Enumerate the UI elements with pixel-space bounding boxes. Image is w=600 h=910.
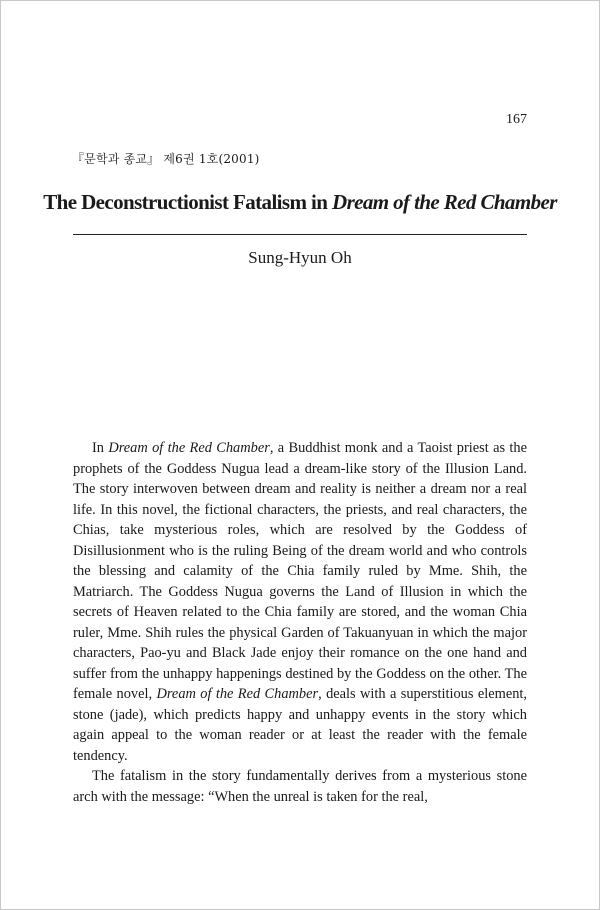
article-body (73, 438, 527, 807)
journal-info: 『문학과 종교』 제6권 1호(2001) (72, 152, 260, 166)
p1-text-2: , a Buddhist monk and a Taoist priest as the prophets of the Goddess Nugua lead a dream-like story of the Illusion Land. The story interwoven between dream and reality is neither a dream nor a real life. In this novel, the fictional characters, the priests, and real characters, the Chias, take mysterious roles, which are resolved by the Goddess of Disillusionment who is the ruling Being of the dream world and who controls the blessing and calamity of the Chia family ruled by Mme. Shih, the Matriarch. The Goddess Nugua governs the Land of Illusion in which the secrets of Heaven related to the Chia family are stored, and the woman Chia ruler, Mme. Shih rules the physical Garden of Takuanyuan in which the major characters, Pao-yu and Black Jade enjoy their romance on the one hand and suffer from the unhappy happenings destined by the Goddess on the other. The female novel, (73, 440, 527, 702)
article-title (40, 190, 560, 215)
title-main: The Deconstructionist Fatalism in (43, 190, 332, 214)
p1-text-1: In (92, 440, 109, 456)
p1-text-3: , deals with a superstitious element, stone (jade), which predicts happy and unhappy events in the story which again appeal to the woman reader or at least the reader with the female tendency. (73, 686, 527, 764)
author-name: Sung-Hyun Oh (248, 248, 352, 267)
p1-book-title-1: Dream of the Red Chamber (108, 440, 270, 456)
paragraph-1 (73, 438, 527, 766)
paragraph-2: The fatalism in the story fundamentally derives from a mysterious stone arch with the message: “When the unreal is taken for the real, (73, 768, 527, 805)
title-italic: Dream of the Red Chamber (332, 190, 557, 214)
title-divider (73, 234, 527, 235)
page-number: 167 (506, 112, 527, 127)
p1-book-title-2: Dream of the Red Chamber (156, 686, 319, 702)
